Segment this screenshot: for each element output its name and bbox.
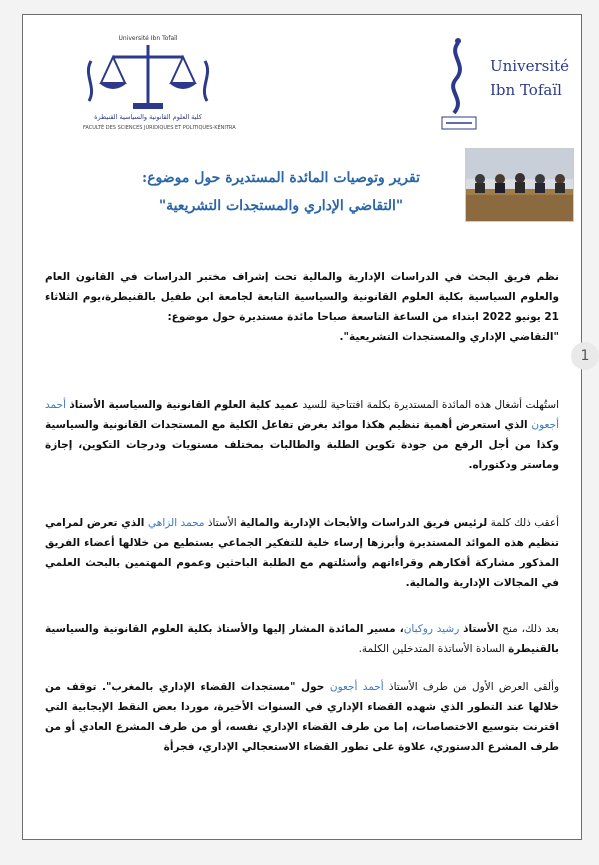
scales-of-justice-icon xyxy=(83,41,213,121)
report-topic: "التقاضي الإداري والمستجدات التشريعية" xyxy=(158,198,404,214)
paragraph-text: توقف من خلالها عند التطور الذي شهده القضاء الإداري في السنوات الأخيرة، موردا بعض النقط الإيجابية التي اقترنت بتوسيع الاختصاصات، إما من طرف القضاء الإداري نفسه، أو من طرف المشرع العادي أو من طرف المشرع الدستوري، علاوة على تطور القضاء الاستعجالي الإداري، فجرأة xyxy=(45,681,559,753)
university-emblem-icon xyxy=(428,35,488,135)
professor-label: الأستاذ xyxy=(463,623,499,635)
report-title: تقرير وتوصيات المائدة المستديرة حول موضوع: xyxy=(142,170,420,186)
page-number-badge: 1 xyxy=(571,342,599,370)
talk-title: حول "مستجدات القضاء الإداري بالمغرب". xyxy=(101,681,330,693)
faculty-logo-caption: Université Ibn Tofaïl xyxy=(118,35,178,42)
dean-title: عميد كلية العلوم القانونية والسياسية الأستاذ xyxy=(69,399,300,411)
speaker-name: رشيد روكبان xyxy=(403,623,464,635)
topic-quote: "التقاضي الإداري والمستجدات التشريعية". xyxy=(339,331,559,343)
faculty-name-arabic: كلية العلوم القانونية والسياسية القنيطرة xyxy=(94,113,202,121)
paragraph-team-lead xyxy=(45,513,559,593)
conference-image-icon xyxy=(466,149,573,221)
speaker-name: أحمد أجعون xyxy=(329,681,384,693)
paragraph-text: استُهلت أشغال هذه المائدة المستديرة بكلمة افتتاحية للسيد xyxy=(299,399,560,411)
paragraph-text: نظم فريق البحث في الدراسات الإدارية والمالية تحت إشراف مختبر الدراسات في القانون العام والعلوم السياسية بكلية العلوم القانونية والسياسية التابعة لجامعة ابن طفيل بالقنيطرة،يوم الثلاثاء 21 يونيو 2022 ابتداء من الساعة التاسعة صباحا مائدة مستديرة حول موضوع: xyxy=(45,271,559,323)
speaker-name: أحمد أجعون xyxy=(45,399,559,431)
paragraph-moderator xyxy=(45,619,559,659)
paragraph-text: وألقى العرض الأول من طرف الأستاذ xyxy=(383,681,560,693)
paragraph-text: أعقب ذلك كلمة xyxy=(487,517,559,529)
university-logo xyxy=(428,35,578,140)
paragraph-intro xyxy=(45,267,559,347)
paragraph-opening xyxy=(45,395,559,475)
speaker-name: محمد الزاهي xyxy=(148,517,205,529)
paragraph-first-talk xyxy=(45,677,559,757)
paragraph-text: السادة الأساتذة المتدخلين الكلمة. xyxy=(358,643,509,655)
paragraph-text: الذي استعرض أهمية تنظيم هكذا موائد بغرض تفاعل الكلية مع المستجدات القانونية والسياسية وكذا من أجل الرفع من جودة تكوين الطلبة والطالبات بمختلف مستويات ودرجات التكوين، إجازة وماستر ودكتوراه. xyxy=(45,419,559,471)
paragraph-text: بعد ذلك، منح xyxy=(498,623,559,635)
moderator-title: ، مسير المائدة المشار إليها والأستاذ بكلية العلوم القانونية والسياسية بالقنيطرة xyxy=(45,623,559,655)
team-lead-title: لرئيس فريق الدراسات والأبحاث الإدارية والمالية xyxy=(240,517,488,529)
faculty-name-french: FACULTÉ DES SCIENCES JURIDIQUES ET POLITIQUES-KÉNITRA xyxy=(83,125,236,131)
university-name-line1: Université xyxy=(490,57,570,75)
paragraph-text: الأستاذ xyxy=(204,517,240,529)
university-name-line2: Ibn Tofaïl xyxy=(490,81,562,99)
conference-photo xyxy=(465,148,574,222)
paragraph-text: الذي تعرض لمرامي تنظيم هذه الموائد المستديرة وأبرزها إرساء خلية للتفكير الجماعي يستطيع من خلالها أعضاء الفريق المذكور مشاركة أفكارهم وقراءاتهم وأسئلتهم مع الطلبة الباحثين وعموم المهتمين بالبحث العلمي في المجالات الإدارية والمالية. xyxy=(45,517,559,589)
faculty-logo xyxy=(83,35,236,145)
document-page xyxy=(22,14,582,840)
